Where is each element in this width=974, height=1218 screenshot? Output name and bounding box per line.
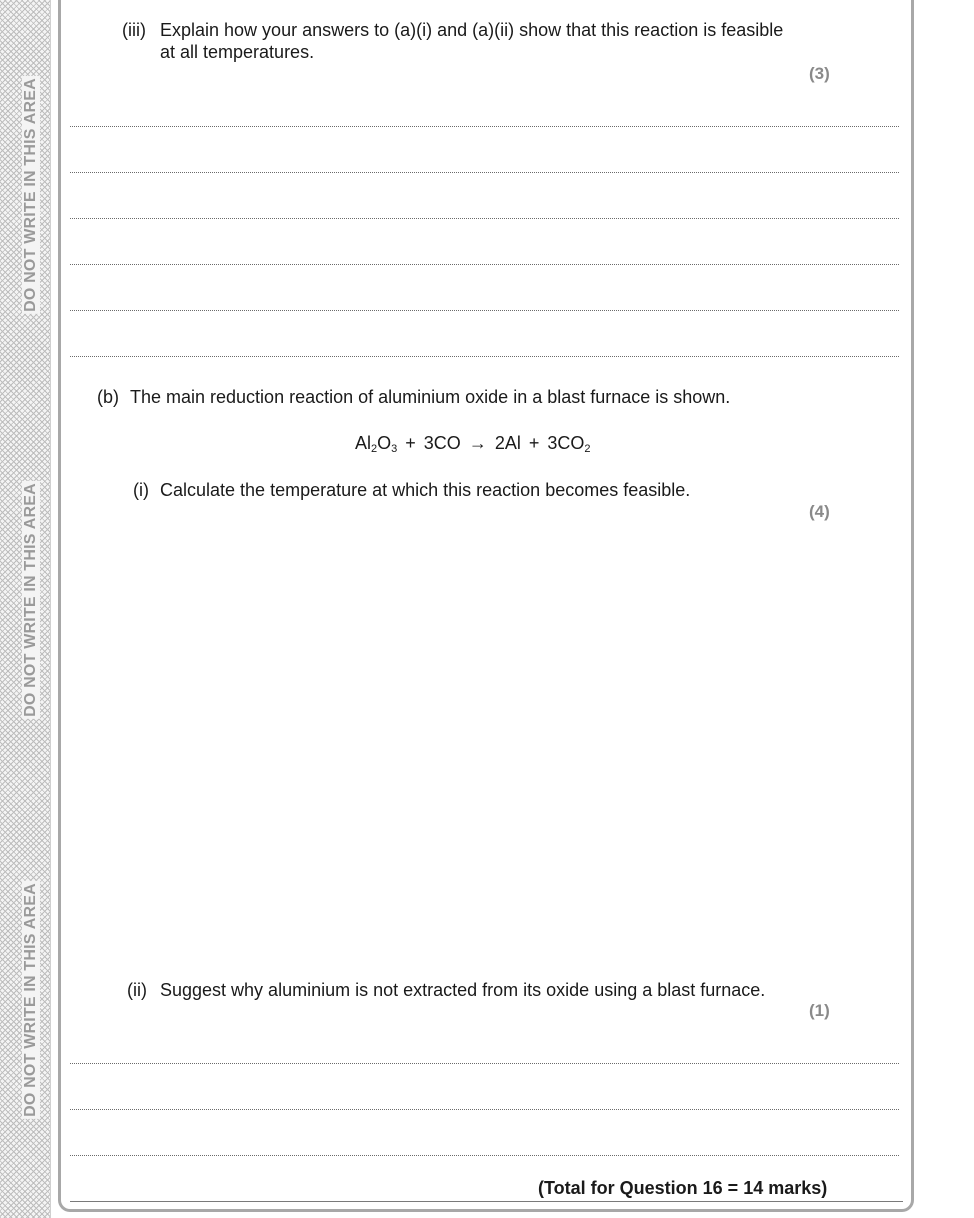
do-not-write-margin: DO NOT WRITE IN THIS AREA DO NOT WRITE IN THIS AREA DO NOT WRITE IN THIS AREA (0, 0, 51, 1218)
marks-label: (3) (809, 64, 830, 83)
answer-line[interactable] (70, 218, 899, 219)
working-space[interactable] (70, 530, 899, 960)
question-number: (ii) (127, 980, 147, 1000)
answer-line[interactable] (70, 310, 899, 311)
answer-line[interactable] (70, 1155, 899, 1156)
question-text: Calculate the temperature at which this reaction becomes feasible. (160, 480, 691, 500)
arrow-symbol: → (468, 433, 487, 453)
marks-label: (4) (809, 502, 830, 521)
question-number: (iii) (122, 20, 146, 40)
question-text: The main reduction reaction of aluminium oxide in a blast furnace is shown. (130, 387, 731, 407)
question-total: (Total for Question 16 = 14 marks) (538, 1178, 828, 1198)
answer-line[interactable] (70, 126, 899, 127)
answer-line[interactable] (70, 1063, 899, 1064)
question-number: (b) (97, 387, 119, 407)
total-divider (70, 1201, 903, 1202)
marks-label: (1) (809, 1001, 830, 1020)
answer-line[interactable] (70, 356, 899, 357)
answer-line[interactable] (70, 172, 899, 173)
question-text: Suggest why aluminium is not extracted from its oxide using a blast furnace. (160, 980, 766, 1000)
question-number: (i) (133, 480, 149, 500)
chemical-equation: $Al_2O_3 + 3CO \to 2Al + 3CO_2$ (355, 433, 591, 455)
answer-line[interactable] (70, 264, 899, 265)
answer-line[interactable] (70, 1109, 899, 1110)
question-text: at all temperatures. (160, 42, 315, 62)
question-text: Explain how your answers to (a)(i) and (a)(ii) show that this reaction is feasible (160, 20, 784, 40)
